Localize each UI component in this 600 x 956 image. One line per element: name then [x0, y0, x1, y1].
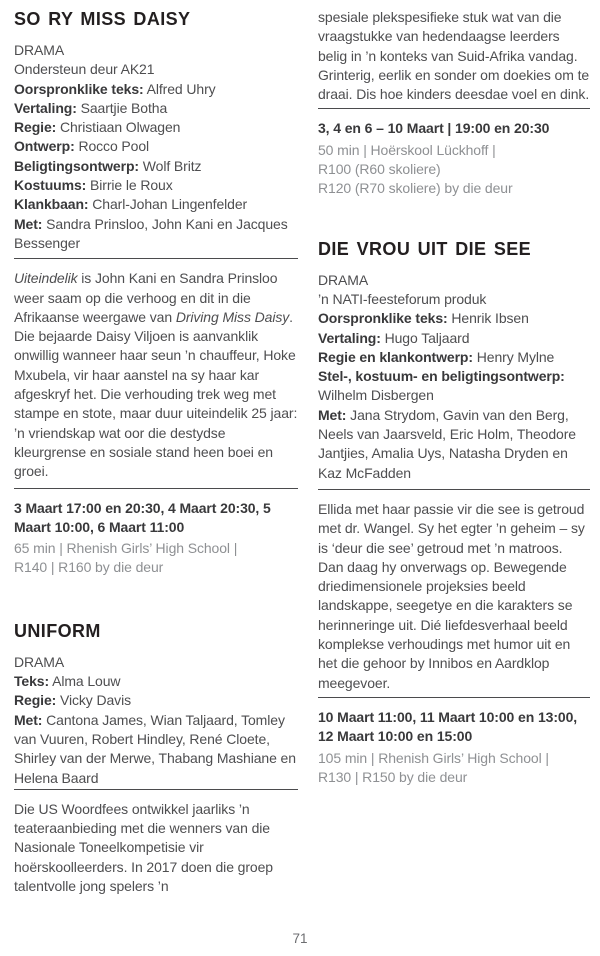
synopsis-so-ry: Uiteindelik is John Kani en Sandra Prinsloo weer saam op die verhoog en dit in die Afrikaanse weergawe van Driving Miss Daisy. Die bejaarde Daisy Viljoen is aanvanklik onwillig wanneer haar seun ’n chauffeur, Hoke Mxubela, vir haar aanstel na sy haar kar afgeskryf het. Die verhouding trek weg met stampe en stote, maar duur uiteindelik 25 jaar: ’n vriendskap wat oor die destydse kleurgrense en sosiale stand heen boei en groei.	[14, 270, 298, 480]
credit-value: Christiaan Olwagen	[59, 119, 181, 136]
genre-label: DRAMA	[14, 653, 65, 670]
details-block-uniform	[318, 141, 590, 199]
show-title-uniform: UNIFORM	[14, 620, 101, 641]
credit-label: Stel-, kostuum- en beligtingsontwerp:	[318, 368, 565, 385]
credits-block-die-vrou	[318, 271, 590, 483]
credit-line	[14, 118, 298, 137]
section-divider	[318, 489, 590, 490]
synopsis-uniform-part1: Die US Woordfees ontwikkel jaarliks ’n teateraanbieding met die wenners van die Nasionale Toneelkompetisie vir hoërskoolleerders. In 2017 doen die groep talentvolle jong spelers ’n	[14, 800, 273, 894]
credit-label: Klankbaan:	[14, 196, 89, 213]
credit-line	[14, 711, 298, 788]
section-divider	[14, 789, 298, 790]
dates-line-uniform: 3, 4 en 6 – 10 Maart | 19:00 en 20:30	[318, 120, 550, 137]
credit-value: Vicky Davis	[59, 692, 131, 709]
credit-line	[14, 215, 298, 254]
left-column	[14, 8, 298, 896]
credit-line	[318, 367, 590, 406]
credit-label: Teks:	[14, 673, 50, 690]
genre-label: DRAMA	[14, 42, 65, 58]
credit-label: Ontwerp:	[14, 138, 75, 155]
credit-label: Met:	[14, 215, 43, 232]
credit-line	[14, 157, 298, 176]
credit-line	[318, 309, 590, 328]
dates-line-so-ry: 3 Maart 17:00 en 20:30, 4 Maart 20:30, 5 Maart 10:00, 6 Maart 11:00	[14, 499, 271, 535]
credit-label: Met:	[318, 406, 347, 423]
details-block-so-ry	[14, 539, 298, 578]
details-line: R100 (R60 skoliere)	[318, 161, 441, 178]
credit-line	[318, 406, 590, 483]
credit-label: Kostuums:	[14, 177, 87, 194]
section-divider	[14, 258, 298, 259]
credit-value: Rocco Pool	[78, 138, 150, 155]
credit-label: Vertaling:	[14, 99, 77, 116]
details-line: R140 | R160 by die deur	[14, 559, 164, 576]
details-line: R130 | R150 by die deur	[318, 768, 468, 785]
credit-value: Wolf Britz	[142, 157, 202, 174]
credit-line	[318, 329, 590, 348]
credit-value: Saartjie Botha	[80, 99, 168, 116]
credit-label: Regie:	[14, 692, 57, 709]
support-line: Ondersteun deur AK21	[14, 61, 155, 78]
credit-line	[14, 195, 298, 214]
genre-label: DRAMA	[318, 271, 369, 288]
show-title-so-ry-miss-daisy: SO RY MISS DAISY	[14, 9, 191, 29]
support-line: ’n NATI-feesteforum produk	[318, 290, 487, 307]
credit-line	[318, 348, 590, 367]
credit-value: Alfred Uhry	[146, 80, 216, 97]
credits-block-so-ry	[14, 41, 298, 253]
credit-line	[14, 672, 298, 691]
credit-label: Regie en klankontwerp:	[318, 348, 473, 365]
credit-line	[14, 691, 298, 710]
credit-value: Alma Louw	[52, 673, 121, 690]
credit-line	[14, 137, 298, 156]
credit-value: Sandra Prinsloo, John Kani en Jacques Bessenger	[14, 215, 288, 251]
section-divider	[14, 488, 298, 489]
details-line: 50 min | Hoërskool Lückhoff |	[318, 141, 496, 158]
details-line: 65 min | Rhenish Girls’ High School |	[14, 540, 238, 557]
credit-label: Oorspronklike teks:	[318, 310, 448, 327]
credit-label: Oorspronklike teks:	[14, 80, 144, 97]
synopsis-die-vrou: Ellida met haar passie vir die see is getroud met dr. Wangel. Sy het egter ’n geheim – sy is ‘deur die see’ getroud met ’n matroos. Dan daag hy onverwags op. Bewegende driedimensionele projeksies beeld landskappe, seegetye en die karakters se herinneringe uit. Dié liefdesverhaal beeld komplekse verhoudings met humor uit en het die gehoor by Innibos en Aardklop meegevoer.	[318, 500, 585, 691]
dates-line-die-vrou: 10 Maart 11:00, 11 Maart 10:00 en 13:00, 12 Maart 10:00 en 15:00	[318, 708, 578, 745]
credit-value: Hugo Taljaard	[384, 329, 470, 346]
credit-line	[14, 80, 298, 99]
credit-value: Henry Mylne	[476, 348, 555, 365]
credit-label: Met:	[14, 711, 43, 728]
credit-value: Jana Strydom, Gavin van den Berg, Neels van Jaarsveld, Eric Holm, Theodore Jantjies, Amalia Uys, Natasha Dryden en Kaz McFadden	[318, 406, 576, 481]
credits-block-uniform	[14, 653, 298, 788]
credit-value: Charl-Johan Lingenfelder	[92, 196, 248, 213]
credit-line	[14, 99, 298, 118]
details-line: 105 min | Rhenish Girls’ High School |	[318, 749, 549, 766]
section-divider	[318, 697, 590, 698]
page-number: 71	[292, 931, 308, 946]
credit-value: Henrik Ibsen	[451, 310, 529, 327]
right-column	[318, 8, 590, 787]
credit-value: Wilhelm Disbergen	[318, 387, 434, 404]
details-line: R120 (R70 skoliere) by die deur	[318, 180, 513, 197]
credit-value: Birrie le Roux	[90, 177, 173, 194]
section-divider	[318, 108, 590, 109]
synopsis-uniform-part2: spesiale plekspesifieke stuk wat van die vraagstukke van hedendaagse leerders belig in ’n konteks van Suid-Afrika vandag. Grinterig, eerlik en sonder om doekies om te draai. Dis hoe kinders deesdae voel en dink.	[318, 9, 590, 103]
credit-label: Beligtingsontwerp:	[14, 157, 139, 174]
credit-label: Regie:	[14, 119, 57, 136]
credit-line	[14, 176, 298, 195]
credit-value: Cantona James, Wian Taljaard, Tomley van Vuuren, Robert Hindley, René Cloete, Shirley van der Merwe, Thabang Mashiane en Helena Baard	[14, 711, 296, 786]
credit-label: Vertaling:	[318, 329, 381, 346]
details-block-die-vrou	[318, 749, 590, 788]
show-title-die-vrou-uit-die-see: DIE VROU UIT DIE SEE	[318, 238, 532, 259]
